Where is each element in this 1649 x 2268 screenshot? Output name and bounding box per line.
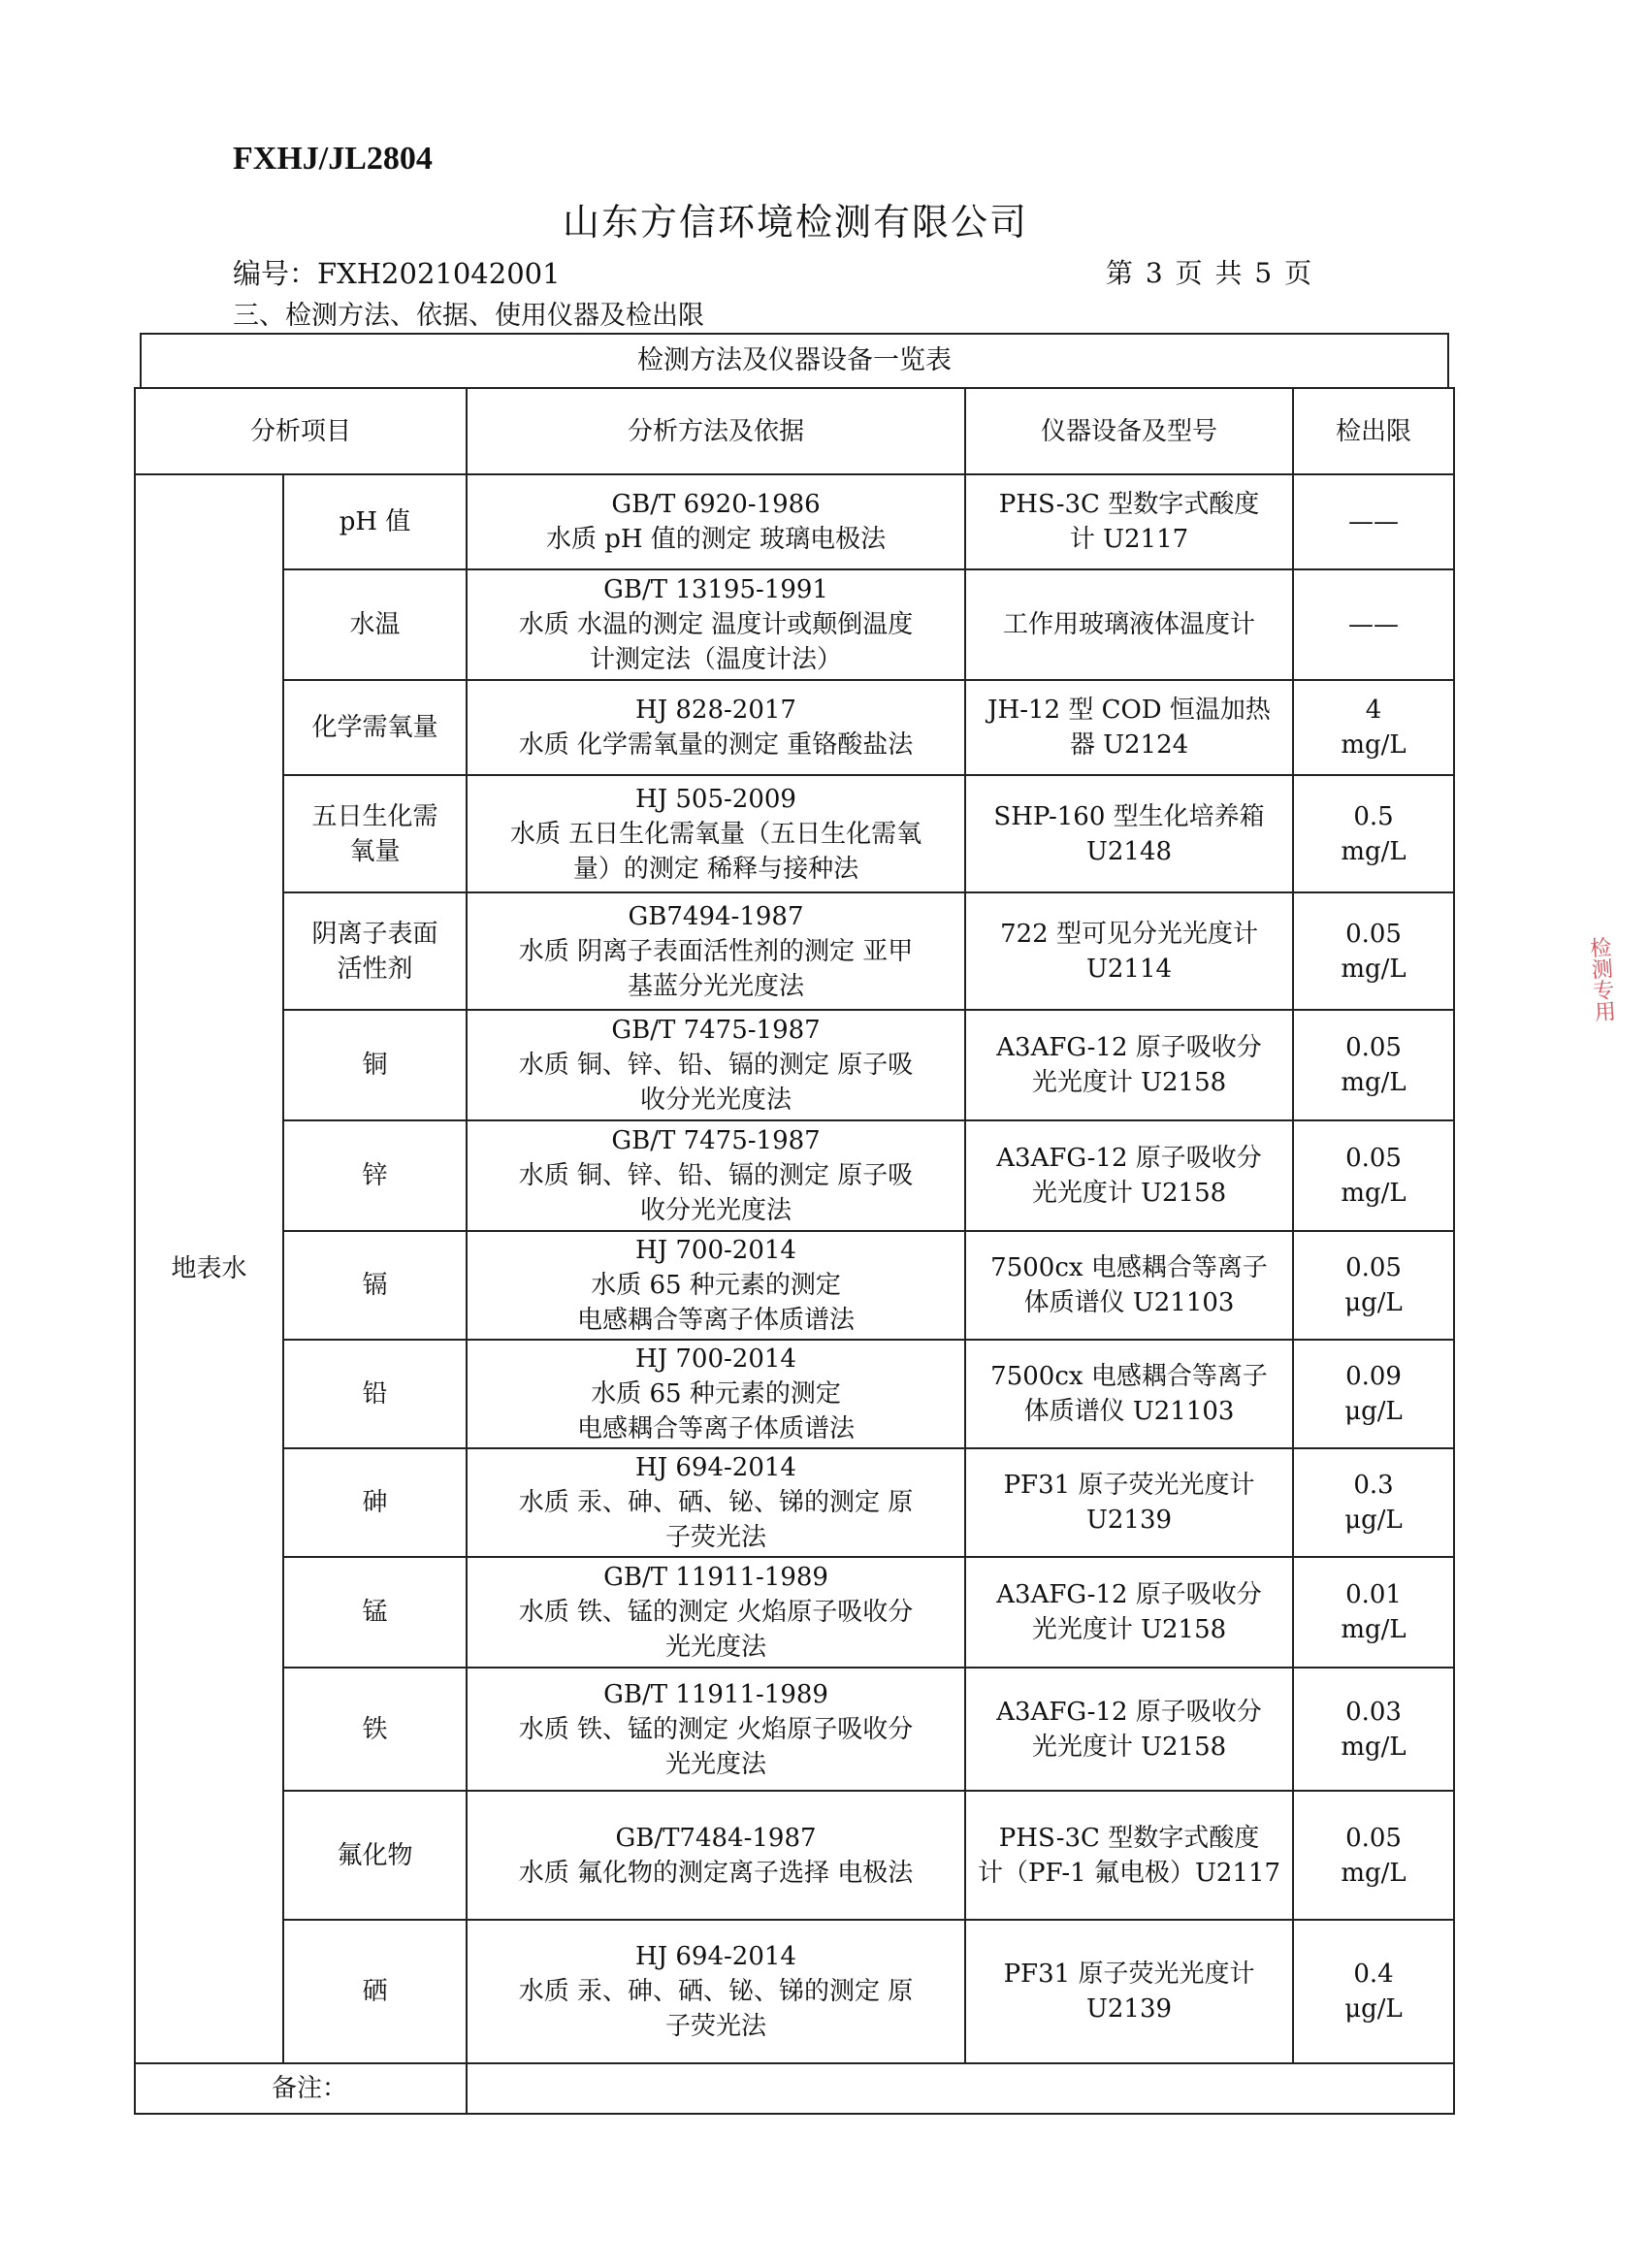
- instrument-line: 722 型可见分光光度计: [1000, 919, 1258, 949]
- instrument-line: U2114: [1085, 954, 1173, 984]
- table-row: [135, 1557, 1454, 1668]
- item-line: 水温: [349, 610, 401, 639]
- table-caption: 检测方法及仪器设备一览表: [140, 333, 1449, 387]
- table-row: [135, 569, 1454, 680]
- method-line: 水质 pH 值的测定 玻璃电极法: [545, 525, 887, 554]
- instrument-line: PF31 原子荧光光度计: [1003, 1471, 1255, 1500]
- item-cell: [283, 1340, 467, 1448]
- limit-line: 0.3: [1353, 1471, 1394, 1500]
- limit-line: 4: [1365, 696, 1382, 725]
- column-header-item: 分析项目: [135, 388, 467, 474]
- method-line: 水质 氟化物的测定离子选择 电极法: [518, 1858, 914, 1888]
- instrument-cell: [965, 1120, 1293, 1231]
- limit-cell: [1293, 775, 1454, 892]
- instrument-cell: [965, 775, 1293, 892]
- method-line: GB/T 13195-1991: [603, 575, 828, 604]
- item-cell: [283, 569, 467, 680]
- method-line: 水质 阴离子表面活性剂的测定 亚甲: [518, 936, 914, 966]
- item-cell: [283, 775, 467, 892]
- limit-cell: [1293, 1231, 1454, 1340]
- item-line: 氟化物: [337, 1840, 413, 1870]
- method-line: GB7494-1987: [628, 901, 804, 931]
- limit-line: 0.05: [1345, 1033, 1402, 1062]
- item-cell: [283, 1231, 467, 1340]
- method-line: GB/T 7475-1987: [611, 1016, 821, 1045]
- method-cell: [467, 1010, 965, 1120]
- instrument-line: 光光度计 U2158: [1031, 1179, 1227, 1208]
- method-line: 光光度法: [665, 1749, 767, 1779]
- remark-row: [135, 2063, 1454, 2114]
- item-line: 锰: [362, 1598, 388, 1627]
- method-line: GB/T7484-1987: [615, 1823, 817, 1853]
- item-cell: [283, 474, 467, 569]
- method-line: 子荧光法: [665, 1523, 767, 1552]
- column-header-instrument: 仪器设备及型号: [965, 388, 1293, 474]
- instrument-cell: [965, 569, 1293, 680]
- table-row: [135, 1791, 1454, 1920]
- limit-line: 0.01: [1345, 1580, 1402, 1609]
- instrument-line: A3AFG-12 原子吸收分: [996, 1697, 1262, 1727]
- item-cell: [283, 1557, 467, 1668]
- instrument-cell: [965, 1340, 1293, 1448]
- instrument-cell: [965, 1231, 1293, 1340]
- remark-value: [467, 2063, 1454, 2114]
- method-line: 光光度法: [665, 1633, 767, 1662]
- table-row: [135, 1920, 1454, 2063]
- method-cell: [467, 1791, 965, 1920]
- method-line: HJ 694-2014: [635, 1453, 796, 1482]
- method-line: 水质 化学需氧量的测定 重铬酸盐法: [518, 730, 914, 760]
- method-line: HJ 505-2009: [635, 784, 796, 814]
- limit-line: 0.09: [1345, 1362, 1402, 1391]
- item-line: 锌: [362, 1161, 388, 1190]
- table-row: [135, 474, 1454, 569]
- table-row: [135, 1668, 1454, 1791]
- document-code: FXHJ/JL2804: [233, 141, 433, 177]
- instrument-line: 7500cx 电感耦合等离子: [990, 1253, 1268, 1282]
- method-line: 水质 汞、砷、硒、铋、锑的测定 原: [518, 1488, 914, 1517]
- limit-line: ——: [1348, 507, 1400, 536]
- item-line: 化学需氧量: [311, 713, 438, 742]
- limit-line: mg/L: [1341, 1732, 1406, 1762]
- instrument-line: 7500cx 电感耦合等离子: [990, 1362, 1268, 1391]
- limit-line: mg/L: [1341, 1068, 1406, 1097]
- item-cell: [283, 680, 467, 775]
- limit-cell: [1293, 1010, 1454, 1120]
- instrument-line: U2139: [1085, 1506, 1173, 1535]
- report-number: 编号：FXH2021042001: [233, 257, 561, 290]
- item-line: 硒: [362, 1977, 388, 2006]
- method-line: 收分光光度法: [640, 1196, 792, 1225]
- limit-line: 0.4: [1353, 1960, 1394, 1989]
- limit-line: mg/L: [1341, 730, 1406, 760]
- method-line: 水质 五日生化需氧量（五日生化需氧: [509, 819, 922, 849]
- item-cell: [283, 1668, 467, 1791]
- method-line: GB/T 11911-1989: [603, 1679, 828, 1709]
- method-table: [134, 387, 1455, 2115]
- method-line: 水质 65 种元素的测定: [591, 1271, 841, 1300]
- limit-cell: [1293, 1120, 1454, 1231]
- table-row: [135, 1010, 1454, 1120]
- instrument-line: 光光度计 U2158: [1031, 1068, 1227, 1097]
- limit-cell: [1293, 1668, 1454, 1791]
- table-row: [135, 892, 1454, 1010]
- method-line: HJ 700-2014: [635, 1236, 796, 1265]
- instrument-line: 工作用玻璃液体温度计: [1003, 610, 1256, 639]
- limit-line: μg/L: [1344, 1288, 1403, 1317]
- method-line: HJ 828-2017: [635, 696, 796, 725]
- method-cell: [467, 474, 965, 569]
- instrument-line: 体质谱仪 U21103: [1023, 1397, 1235, 1426]
- column-header-limit: 检出限: [1293, 388, 1454, 474]
- limit-line: μg/L: [1344, 1397, 1403, 1426]
- instrument-cell: [965, 1010, 1293, 1120]
- method-line: 水质 铁、锰的测定 火焰原子吸收分: [518, 1714, 914, 1744]
- page-indicator: 第 3 页 共 5 页: [1106, 257, 1314, 289]
- instrument-line: U2139: [1085, 1994, 1173, 2024]
- method-line: 子荧光法: [665, 2012, 767, 2041]
- table-header-row: [135, 388, 1454, 474]
- method-line: 基蓝分光光度法: [628, 971, 805, 1001]
- table-row: [135, 680, 1454, 775]
- item-cell: [283, 1791, 467, 1920]
- instrument-cell: [965, 474, 1293, 569]
- method-line: 电感耦合等离子体质谱法: [577, 1414, 856, 1443]
- limit-cell: [1293, 1340, 1454, 1448]
- limit-line: mg/L: [1341, 1179, 1406, 1208]
- instrument-line: A3AFG-12 原子吸收分: [996, 1144, 1262, 1173]
- limit-cell: [1293, 1448, 1454, 1557]
- limit-line: mg/L: [1341, 1615, 1406, 1644]
- table-row: [135, 1340, 1454, 1448]
- item-line: 五日生化需: [311, 801, 438, 831]
- item-line: 铜: [362, 1051, 388, 1080]
- method-line: 水质 65 种元素的测定: [591, 1379, 841, 1409]
- column-header-method: 分析方法及依据: [467, 388, 965, 474]
- item-cell: [283, 1010, 467, 1120]
- item-line: 活性剂: [337, 954, 413, 984]
- instrument-line: A3AFG-12 原子吸收分: [996, 1033, 1262, 1062]
- remark-label: 备注：: [135, 2063, 467, 2114]
- method-cell: [467, 1557, 965, 1668]
- method-line: 量）的测定 稀释与接种法: [572, 854, 859, 884]
- method-line: 水质 铁、锰的测定 火焰原子吸收分: [518, 1598, 914, 1627]
- instrument-cell: [965, 1791, 1293, 1920]
- company-name: 山东方信环境检测有限公司: [562, 201, 1028, 243]
- instrument-cell: [965, 1668, 1293, 1791]
- instrument-line: PF31 原子荧光光度计: [1003, 1960, 1255, 1989]
- method-cell: [467, 1231, 965, 1340]
- item-cell: [283, 1920, 467, 2063]
- limit-line: 0.05: [1345, 919, 1402, 949]
- category-cell: 地表水: [135, 474, 283, 2063]
- table-row: [135, 1231, 1454, 1340]
- item-cell: [283, 1120, 467, 1231]
- section-title: 三、检测方法、依据、使用仪器及检出限: [233, 301, 704, 331]
- instrument-line: PHS-3C 型数字式酸度: [998, 490, 1260, 519]
- limit-line: 0.5: [1353, 801, 1394, 831]
- table-row: [135, 775, 1454, 892]
- instrument-cell: [965, 1448, 1293, 1557]
- instrument-cell: [965, 892, 1293, 1010]
- limit-cell: [1293, 569, 1454, 680]
- item-line: 铅: [362, 1379, 388, 1409]
- limit-line: mg/L: [1341, 836, 1406, 866]
- instrument-line: 光光度计 U2158: [1031, 1732, 1227, 1762]
- item-line: pH 值: [339, 507, 411, 536]
- method-line: 水质 铜、锌、铅、镉的测定 原子吸: [518, 1051, 914, 1080]
- limit-line: 0.03: [1345, 1697, 1402, 1727]
- method-line: 水质 水温的测定 温度计或颠倒温度: [518, 610, 914, 639]
- item-line: 氧量: [349, 836, 401, 866]
- method-cell: [467, 1120, 965, 1231]
- method-line: GB/T 6920-1986: [611, 490, 821, 519]
- table-row: [135, 1120, 1454, 1231]
- instrument-line: SHP-160 型生化培养箱: [993, 801, 1265, 831]
- method-line: 计测定法（温度计法）: [590, 645, 843, 674]
- limit-line: 0.05: [1345, 1253, 1402, 1282]
- limit-cell: [1293, 1791, 1454, 1920]
- method-cell: [467, 1340, 965, 1448]
- limit-line: mg/L: [1341, 1858, 1406, 1888]
- method-line: HJ 694-2014: [635, 1942, 796, 1971]
- instrument-line: 体质谱仪 U21103: [1023, 1288, 1235, 1317]
- limit-line: μg/L: [1344, 1506, 1403, 1535]
- method-line: 水质 汞、砷、硒、铋、锑的测定 原: [518, 1977, 914, 2006]
- method-cell: [467, 1920, 965, 2063]
- limit-cell: [1293, 474, 1454, 569]
- item-line: 阴离子表面: [311, 919, 438, 949]
- instrument-line: 器 U2124: [1069, 730, 1189, 760]
- instrument-line: 计 U2117: [1069, 525, 1189, 554]
- limit-line: 0.05: [1345, 1144, 1402, 1173]
- method-cell: [467, 1448, 965, 1557]
- instrument-cell: [965, 680, 1293, 775]
- method-line: 水质 铜、锌、铅、镉的测定 原子吸: [518, 1161, 914, 1190]
- instrument-line: PHS-3C 型数字式酸度: [998, 1823, 1260, 1853]
- method-line: GB/T 7475-1987: [611, 1126, 821, 1155]
- method-line: HJ 700-2014: [635, 1345, 796, 1374]
- instrument-line: 光光度计 U2158: [1031, 1615, 1227, 1644]
- limit-cell: [1293, 680, 1454, 775]
- method-cell: [467, 892, 965, 1010]
- method-line: GB/T 11911-1989: [603, 1563, 828, 1592]
- instrument-line: JH-12 型 COD 恒温加热: [987, 696, 1271, 725]
- item-line: 铁: [362, 1714, 388, 1744]
- stamp-fragment: 检测专用: [1586, 935, 1617, 1023]
- method-cell: [467, 775, 965, 892]
- limit-line: ——: [1348, 610, 1400, 639]
- method-cell: [467, 1668, 965, 1791]
- table-row: [135, 1448, 1454, 1557]
- method-line: 电感耦合等离子体质谱法: [577, 1306, 856, 1335]
- limit-cell: [1293, 1920, 1454, 2063]
- method-cell: [467, 680, 965, 775]
- limit-line: μg/L: [1344, 1994, 1403, 2024]
- method-cell: [467, 569, 965, 680]
- limit-cell: [1293, 892, 1454, 1010]
- method-line: 收分光光度法: [640, 1085, 792, 1115]
- limit-cell: [1293, 1557, 1454, 1668]
- limit-line: 0.05: [1345, 1823, 1402, 1853]
- item-cell: [283, 892, 467, 1010]
- instrument-cell: [965, 1557, 1293, 1668]
- instrument-line: 计（PF-1 氟电极）U2117: [977, 1858, 1281, 1888]
- instrument-cell: [965, 1920, 1293, 2063]
- item-line: 砷: [362, 1488, 388, 1517]
- instrument-line: A3AFG-12 原子吸收分: [996, 1580, 1262, 1609]
- item-line: 镉: [362, 1271, 388, 1300]
- limit-line: mg/L: [1341, 954, 1406, 984]
- item-cell: [283, 1448, 467, 1557]
- instrument-line: U2148: [1085, 836, 1173, 866]
